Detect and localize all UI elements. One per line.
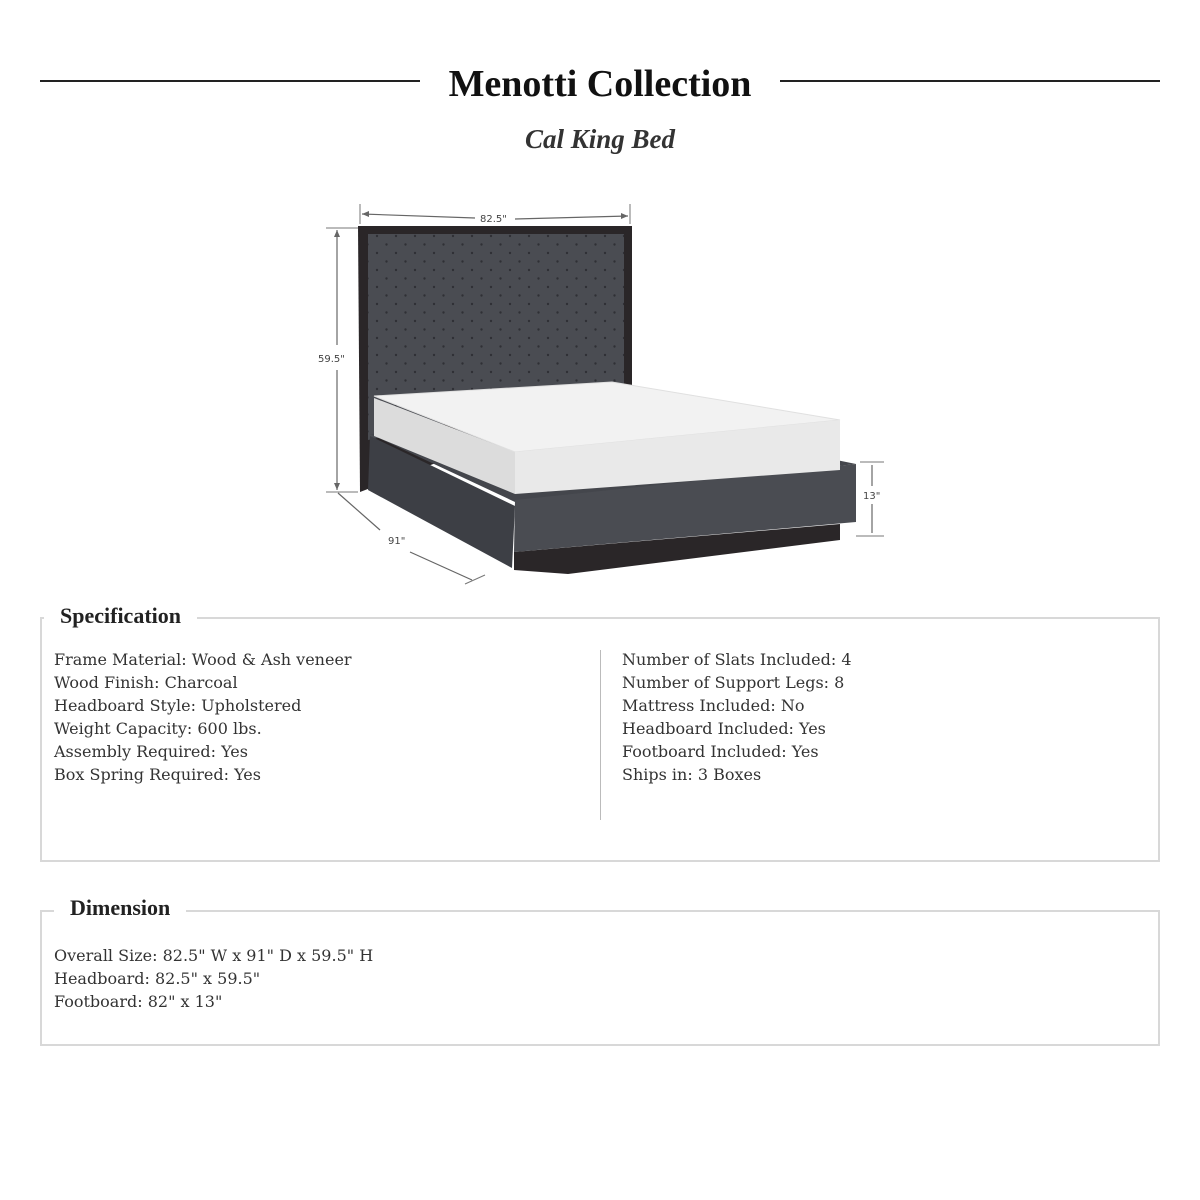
spec-item: Wood Finish: Charcoal — [54, 673, 238, 692]
footboard-dimension — [856, 462, 884, 536]
column-divider — [600, 650, 601, 820]
width-dimension — [360, 204, 630, 225]
bed-illustration — [300, 190, 900, 590]
spec-item: Box Spring Required: Yes — [54, 765, 261, 784]
page-title: Menotti Collection — [448, 63, 752, 105]
title-rule-left — [40, 80, 420, 82]
spec-item: Mattress Included: No — [622, 696, 805, 715]
height-label: 59.5" — [318, 354, 345, 365]
spec-item: Headboard Included: Yes — [622, 719, 826, 738]
specification-right-column — [622, 648, 852, 786]
spec-item: Weight Capacity: 600 lbs. — [54, 719, 262, 738]
width-label: 82.5" — [480, 214, 507, 225]
spec-item: Assembly Required: Yes — [54, 742, 248, 761]
footboard-label: 13" — [863, 491, 881, 502]
title-row — [40, 58, 1160, 108]
specification-heading: Specification — [44, 603, 197, 629]
title-rule-right — [780, 80, 1160, 82]
spec-item: Number of Support Legs: 8 — [622, 673, 845, 692]
spec-item: Frame Material: Wood & Ash veneer — [54, 650, 352, 669]
spec-item: Number of Slats Included: 4 — [622, 650, 852, 669]
dimension-item: Headboard: 82.5" x 59.5" — [54, 969, 261, 988]
dimension-item: Overall Size: 82.5" W x 91" D x 59.5" H — [54, 946, 374, 965]
dimension-item: Footboard: 82" x 13" — [54, 992, 223, 1011]
spec-item: Ships in: 3 Boxes — [622, 765, 762, 784]
depth-label: 91" — [388, 536, 406, 547]
height-dimension — [318, 228, 358, 492]
specification-left-column — [54, 648, 352, 786]
spec-item: Footboard Included: Yes — [622, 742, 819, 761]
page-subtitle: Cal King Bed — [524, 124, 676, 154]
spec-item: Headboard Style: Upholstered — [54, 696, 302, 715]
dimension-list — [54, 944, 373, 1013]
dimension-heading: Dimension — [54, 895, 186, 921]
